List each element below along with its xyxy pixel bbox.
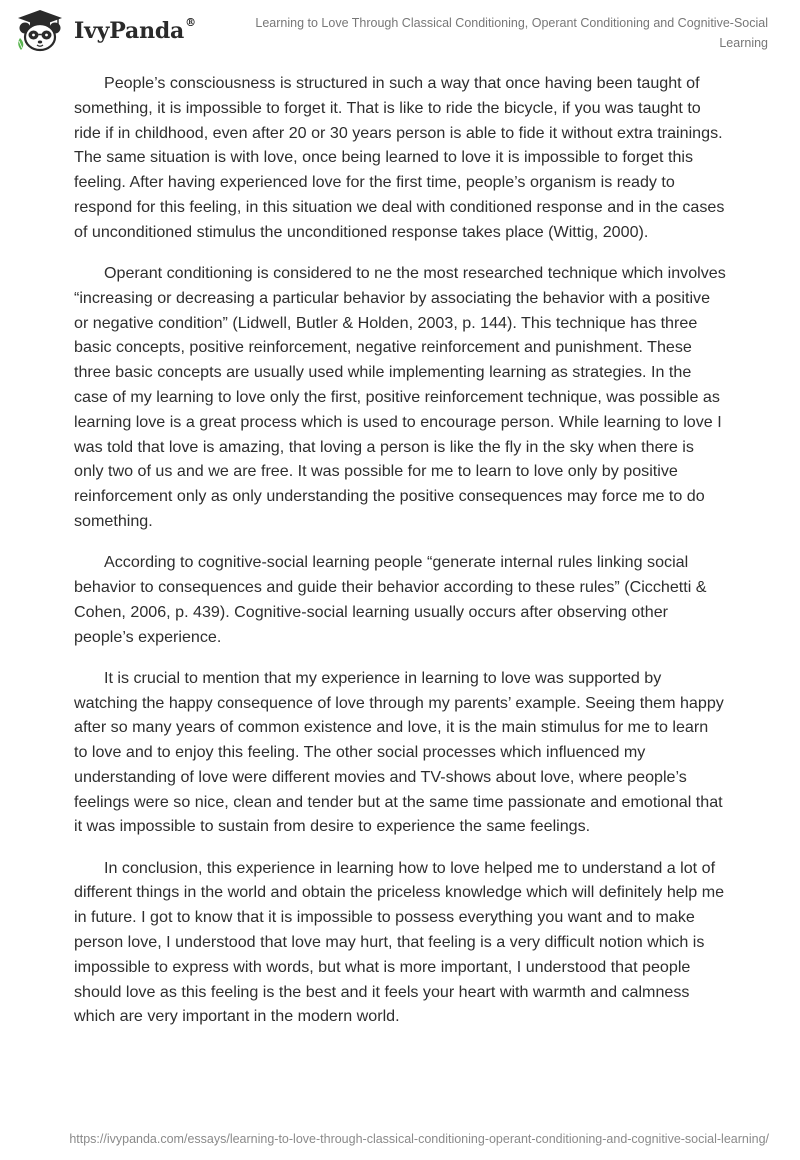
paragraph: People’s consciousness is structured in such a way that once having been taught of something, it is impossible to forget it. That is like to ride the bicycle, if you was taught to ride if in childhood, even after 20 or 30 years person is able to fide it without extra trainings. The same situation is with love, once being learned to love it is impossible to forget this feeling. After having experienced love for the first time, people’s organism is ready to respond for this feeling, in this situation we deal with conditioned response and in the cases of unconditioned stimulus the unconditioned response takes place (Wittig, 2000). [74, 74, 725, 241]
page-header [0, 0, 800, 60]
panda-logo-icon [14, 8, 66, 52]
essay-body [74, 71, 726, 1046]
brand-name: IvyPanda® [74, 16, 196, 44]
source-url-link[interactable]: https://ivypanda.com/essays/learning-to-love-through-classical-conditioning-operant-conditioning-and-cognitive-social-learning/ [69, 1132, 769, 1146]
ivypanda-logo[interactable] [14, 8, 196, 52]
registered-mark: ® [185, 16, 196, 29]
document-title: Learning to Love Through Classical Conditioning, Operant Conditioning and Cognitive-Social Learning [255, 16, 768, 50]
paragraph: It is crucial to mention that my experience in learning to love was supported by watching the happy consequence of love through my parents’ example. Seeing them happy after so many years of common existence and love, it is the main stimulus for me to learn to love and to enjoy this feeling. The other social processes which influenced my understanding of love were different movies and TV-shows about love, where people’s feelings were so nice, clean and tender but at the same time passionate and emotional that it was impossible to sustain from desire to experience the same feelings. [74, 668, 724, 836]
paragraph: According to cognitive-social learning people “generate internal rules linking social behavior to consequences and guide their behavior according to these rules” (Cicchetti & Cohen, 2006, p. 439). Cognitive-social learning usually occurs after observing other people’s experience. [74, 553, 707, 646]
paragraph: In conclusion, this experience in learning how to love helped me to understand a lot of different things in the world and obtain the priceless knowledge which will definitely help me in future. I got to know that it is impossible to possess everything you want and to make person love, I understood that love may hurt, that feeling is a very difficult notion which is impossible to express with words, but what is more important, I understood that people should love as this feeling is the best and it feels your heart with warmth and calmness which are very important in the modern world. [74, 858, 725, 1026]
paragraph: Operant conditioning is considered to ne the most researched technique which involves “increasing or decreasing a particular behavior by associating the behavior with a positive or negative condition” (Lidwell, Butler & Holden, 2003, p. 144). This technique has three basic concepts, positive reinforcement, negative reinforcement and punishment. These three basic concepts are usually used while implementing learning as strategies. In the case of my learning to love only the first, positive reinforcement technique, was possible as learning love is a great process which is used to encourage person. While learning to love I was told that love is amazing, that loving a person is like the fly in the sky when there is only two of us and we are free. It was possible for me to learn to love only by positive reinforcement only as only understanding the positive consequences may force me to do something. [74, 263, 726, 530]
